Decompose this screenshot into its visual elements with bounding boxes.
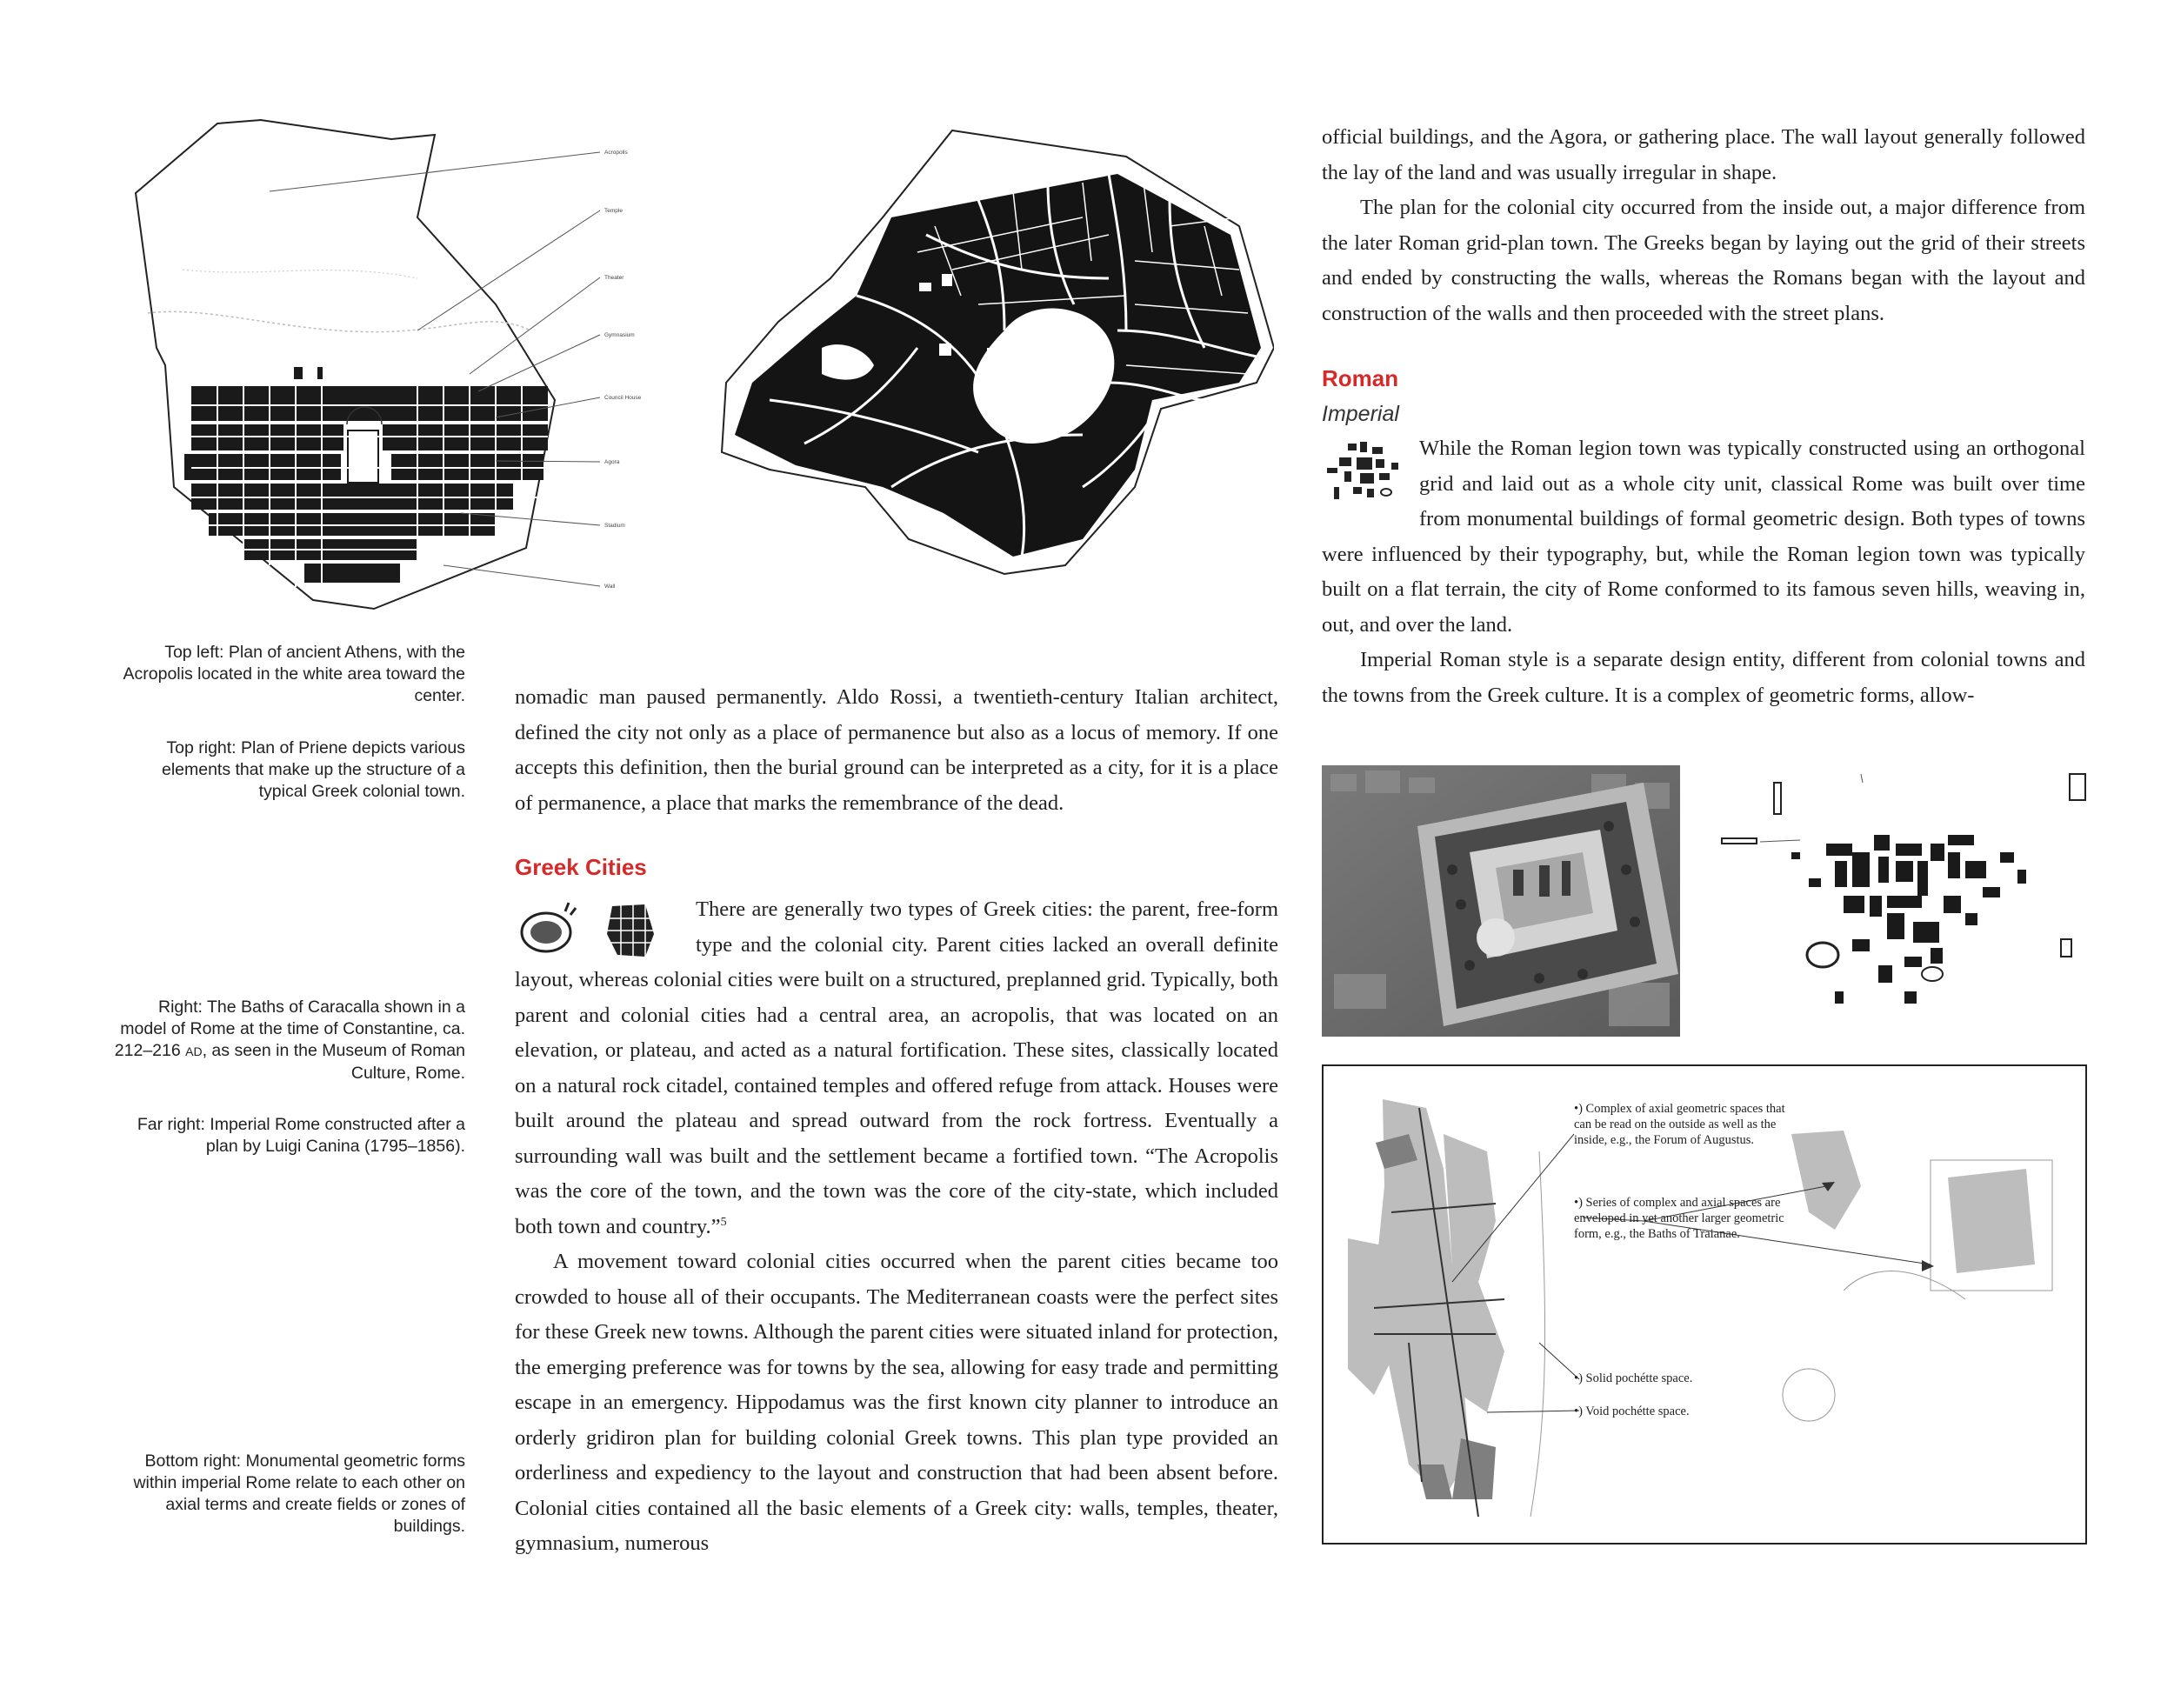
caption-monumental-forms: Bottom right: Monumental geometric forms within imperial Rome relate to each other on axial terms and create fields or zones of buildings. bbox=[133, 1451, 465, 1536]
caption-priene-plan: Top right: Plan of Priene depicts various elements that make up the structure of a typical Greek colonial town. bbox=[161, 738, 465, 801]
middle-column-body bbox=[515, 892, 1278, 1562]
annotation-void-pochette: •) Void pochétte space. bbox=[1574, 1404, 1690, 1418]
right-para-colonial-plan: The plan for the colonial city occurred from the inside out, a major difference from the later Roman grid-plan town. The Greeks began by laying out the grid of their streets and ended by constructing the walls, whereas the Romans began with the layout and construction of the walls and then proceeded with the street plans. bbox=[1322, 196, 2085, 325]
greek-cities-para-2: A movement toward colonial cities occurred when the parent cities became too crowded to house all of their occupants. The Mediterranean coasts were the perfect sites for these Greek new towns. Although the parent cities were situated inland for protection, the emerging preference was for towns by the sea, allowing for easy trade and permitting escape in an emergency. Hippodamus was the first known city planner to introduce an orderly gridiron plan for building colonial Greek towns. This plan type provided an orderliness and expediency to the layout and construction that had been absent before. Colonial cities contained all the basic elements of a Greek city: walls, temples, theater, gymnasium, numerous bbox=[515, 1250, 1278, 1555]
caption-baths-of-caracalla: Right: The Baths of Caracalla shown in a model of Rome at the time of Constantine, ca. 212–216 AD, as seen in the Museum of Roman Culture, Rome. bbox=[114, 997, 465, 1083]
plan-label-council-house: Council House bbox=[604, 395, 642, 401]
right-column-roman bbox=[1322, 431, 2085, 713]
plan-label-stadium: Stadium bbox=[604, 523, 625, 529]
middle-column-intro: nomadic man paused permanently. Aldo Rossi, a twentieth-century Italian architect, defined the city not only as a place of permanence but also as a locus of memory. If one accepts this definition, then the burial ground can be interpreted as a city, for it is a place of permanence, a place that marks the remembrance of the dead. bbox=[515, 685, 1278, 815]
heading-greek-cities: Greek Cities bbox=[515, 854, 647, 880]
annotation-enveloped-spaces: •) Series of complex and axial spaces are enveloped in yet another larger geometric form, e.g., the Baths of Traianae. bbox=[1574, 1196, 1784, 1241]
annotation-axial-spaces: •) Complex of axial geometric spaces that can be read on the outside as well as the inside, e.g., the Forum of Augustus. bbox=[1574, 1102, 1785, 1147]
plan-label-acropolis: Acropolis bbox=[604, 150, 628, 156]
roman-para-1: While the Roman legion town was typically constructed using an orthogonal grid and laid out as a whole city unit, classical Rome was built over time from monumental buildings of formal geometric design. Both types of towns were influenced by their typography, but, while the Roman legion town was typically built on a flat terrain, the city of Rome conformed to its famous seven hills, weaving in, out, and over the land. bbox=[1322, 437, 2085, 637]
roman-para-2: Imperial Roman style is a separate design entity, different from colonial towns and the towns from the Greek culture. It is a complex of geometric forms, allow- bbox=[1322, 648, 2085, 707]
annotation-solid-pochette: •) Solid pochétte space. bbox=[1574, 1371, 1693, 1385]
plan-label-theater: Theater bbox=[604, 275, 624, 281]
plan-label-gymnasium: Gymnasium bbox=[604, 332, 635, 338]
plan-label-agora: Agora bbox=[604, 459, 620, 465]
plan-label-wall: Wall bbox=[604, 584, 616, 590]
baths-of-caracalla-model-photo bbox=[1322, 765, 1680, 1037]
greek-city-type-thumbnails bbox=[515, 899, 680, 958]
subheading-imperial: Imperial bbox=[1322, 402, 1399, 426]
right-column-top bbox=[1322, 120, 2085, 331]
caption-imperial-rome-plan: Far right: Imperial Rome constructed after a plan by Luigi Canina (1795–1856). bbox=[137, 1115, 465, 1156]
priene-city-plan-figure bbox=[717, 122, 1274, 591]
athens-city-plan-figure bbox=[130, 113, 687, 617]
plan-label-temple: Temple bbox=[604, 208, 623, 214]
imperial-rome-thumbnail bbox=[1322, 438, 1405, 504]
right-para-cont: official buildings, and the Agora, or gathering place. The wall layout generally followed the lay of the land and was usually irregular in shape. bbox=[1322, 125, 2085, 184]
caption-athens-plan: Top left: Plan of ancient Athens, with the Acropolis located in the white area toward the center. bbox=[123, 643, 465, 705]
heading-roman: Roman bbox=[1322, 365, 1399, 391]
imperial-rome-canina-plan bbox=[1704, 765, 2087, 1037]
greek-cities-para-1: There are generally two types of Greek cities: the parent, free-form type and the colonial city. Parent cities lacked an overall definite layout, whereas colonial cities were built on a structured, preplanned grid. Typically, both parent and colonial cities had a central area, an acropolis, that was located on an elevation, or plateau, and acted as a natural fortification. These sites, classically located on a natural rock citadel, contained temples and offered refuge from attack. Houses were built around the plateau and spread outward from the rock fortress. Eventually a surrounding wall was built and the settlement became a fortified town. “The Acropolis was the core of the town, and the town was the core of the city-state, which included both town and country.”$^5$ bbox=[515, 897, 1278, 1238]
